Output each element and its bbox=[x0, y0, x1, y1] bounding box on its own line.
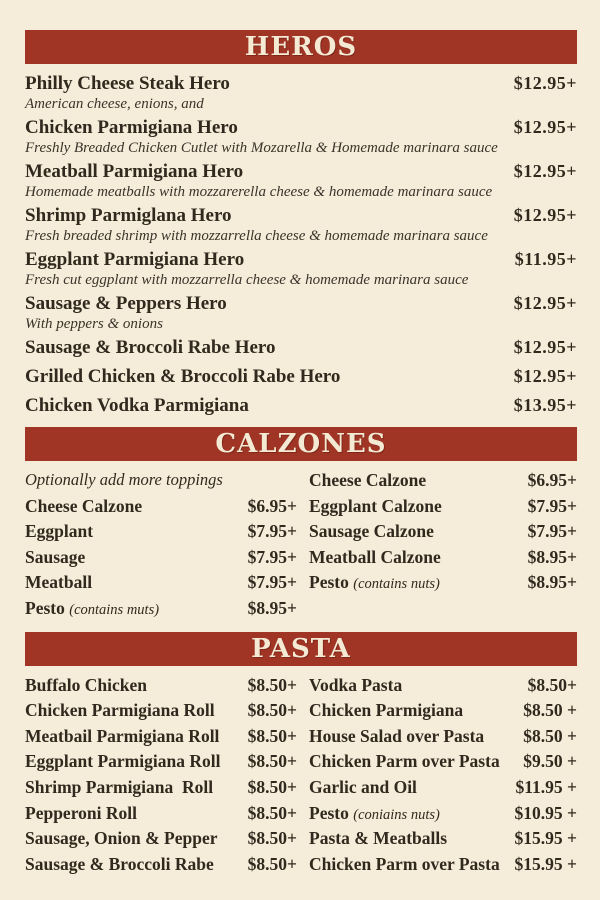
menu-item bbox=[25, 248, 577, 289]
item-name-note: (coniains nuts) bbox=[353, 806, 440, 823]
menu-item bbox=[25, 700, 297, 726]
item-name bbox=[309, 803, 440, 824]
item-name: Cheese Calzone bbox=[25, 495, 143, 516]
item-price: $7.95+ bbox=[247, 546, 297, 567]
item-price: $8.50+ bbox=[247, 776, 297, 797]
item-price: $7.95+ bbox=[247, 572, 297, 593]
menu-item bbox=[25, 394, 577, 417]
menu-item bbox=[25, 572, 297, 598]
menu-item bbox=[25, 496, 297, 522]
menu-note: Optionally add more toppings bbox=[25, 470, 223, 489]
menu-item bbox=[309, 700, 577, 726]
item-price: $6.95+ bbox=[527, 470, 577, 490]
calzones-column-right bbox=[309, 470, 577, 624]
item-price: $7.95+ bbox=[527, 521, 577, 542]
calzones-columns bbox=[25, 461, 577, 624]
item-name: Eggplant Parmigiana Hero bbox=[25, 249, 245, 270]
item-name: Shrimp Parmigiana Roll bbox=[25, 776, 214, 797]
menu-item bbox=[309, 675, 577, 701]
section-header-calzones: CALZONES bbox=[25, 427, 577, 461]
item-name: Sausage & Broccoli Rabe bbox=[25, 853, 214, 874]
item-name: Chicken Parmigiana bbox=[309, 700, 464, 721]
item-name: Sausage & Peppers Hero bbox=[25, 293, 227, 314]
item-price: $8.50 + bbox=[523, 700, 577, 721]
item-price: $6.95+ bbox=[247, 495, 297, 516]
item-name bbox=[25, 598, 159, 619]
menu-item bbox=[309, 803, 577, 829]
item-name: Chicken Parm over Pasta bbox=[309, 853, 500, 874]
item-name-main: Pesto bbox=[25, 597, 65, 618]
item-price: $12.95+ bbox=[513, 366, 577, 386]
item-name: Shrimp Parmiglana Hero bbox=[25, 205, 232, 226]
menu-section-pasta bbox=[25, 632, 577, 880]
menu-item bbox=[309, 828, 577, 854]
menu-section-heros bbox=[25, 30, 577, 417]
menu-item bbox=[25, 72, 577, 113]
item-name: Pepperoni Roll bbox=[25, 802, 137, 823]
item-price: $12.95+ bbox=[513, 205, 577, 225]
pasta-column-right bbox=[309, 675, 577, 880]
item-name: Sausage & Broccoli Rabe Hero bbox=[25, 337, 276, 358]
item-description: American cheese, enions, and bbox=[25, 96, 204, 112]
menu-item bbox=[25, 777, 297, 803]
item-name: Meatball Calzone bbox=[309, 546, 441, 567]
item-name: Pasta & Meatballs bbox=[309, 828, 448, 849]
item-price: $8.50+ bbox=[247, 674, 297, 695]
item-price: $8.50+ bbox=[247, 725, 297, 746]
item-price: $9.50 + bbox=[523, 751, 577, 772]
item-name: Meatball bbox=[25, 572, 93, 593]
item-name: Garlic and Oil bbox=[309, 776, 417, 797]
item-description: Fresh cut eggplant with mozzarrella cheese & homemade marinara sauce bbox=[25, 272, 469, 288]
menu-item bbox=[309, 470, 577, 496]
item-price: $8.50+ bbox=[247, 853, 297, 874]
item-price: $7.95+ bbox=[247, 521, 297, 542]
menu-item bbox=[25, 521, 297, 547]
section-header-heros: HEROS bbox=[25, 30, 577, 64]
item-name: Eggplant bbox=[25, 521, 94, 542]
menu-item bbox=[309, 777, 577, 803]
item-name: House Salad over Pasta bbox=[309, 725, 485, 746]
item-price: $12.95+ bbox=[513, 161, 577, 181]
item-name: Philly Cheese Steak Hero bbox=[25, 73, 230, 94]
item-name: Meatball Parmigiana Hero bbox=[25, 161, 244, 182]
item-name: Cheese Calzone bbox=[309, 470, 427, 490]
item-price: $12.95+ bbox=[513, 293, 577, 313]
menu-item bbox=[25, 204, 577, 245]
item-price: $12.95+ bbox=[513, 117, 577, 137]
menu-item bbox=[309, 726, 577, 752]
menu-item bbox=[309, 521, 577, 547]
pasta-column-left bbox=[25, 675, 297, 880]
item-name: Eggplant Calzone bbox=[309, 495, 442, 516]
menu-item bbox=[309, 854, 577, 880]
menu-item bbox=[309, 547, 577, 573]
item-description: With peppers & onions bbox=[25, 316, 163, 332]
menu-item bbox=[25, 675, 297, 701]
item-name: Vodka Pasta bbox=[309, 674, 403, 695]
menu-item bbox=[25, 116, 577, 157]
item-name-note: (contains nuts) bbox=[353, 576, 440, 593]
menu-item bbox=[25, 751, 297, 777]
menu-item bbox=[25, 803, 297, 829]
item-price: $12.95+ bbox=[513, 73, 577, 93]
item-name-main: Pesto bbox=[309, 572, 349, 593]
menu-item bbox=[309, 572, 577, 598]
item-price: $10.95 + bbox=[514, 802, 577, 823]
menu-item bbox=[25, 365, 577, 388]
item-description: Fresh breaded shrimp with mozzarrella cheese & homemade marinara sauce bbox=[25, 228, 488, 244]
item-price: $8.95+ bbox=[527, 546, 577, 567]
item-description: Freshly Breaded Chicken Cutlet with Mozarella & Homemade marinara sauce bbox=[25, 140, 498, 156]
item-price: $8.50+ bbox=[247, 828, 297, 849]
item-name: Grilled Chicken & Broccoli Rabe Hero bbox=[25, 366, 341, 387]
item-price: $8.95+ bbox=[527, 572, 577, 593]
item-price: $11.95 + bbox=[515, 776, 577, 797]
item-price: $15.95 + bbox=[514, 828, 577, 849]
item-name: Chicken Parm over Pasta bbox=[309, 751, 500, 772]
item-price: $8.50+ bbox=[247, 751, 297, 772]
menu-item bbox=[25, 726, 297, 752]
menu-item bbox=[25, 160, 577, 201]
item-price: $15.95 + bbox=[514, 853, 577, 874]
item-name: Meatbail Parmigiana Roll bbox=[25, 725, 220, 746]
item-name: Eggplant Parmigiana Roll bbox=[25, 751, 221, 772]
item-name: Sausage, Onion & Pepper bbox=[25, 828, 218, 849]
item-price: $12.95+ bbox=[513, 337, 577, 357]
item-name bbox=[309, 572, 440, 593]
pasta-columns bbox=[25, 666, 577, 880]
item-name-main: Pesto bbox=[309, 802, 349, 823]
menu-item bbox=[25, 598, 297, 624]
menu-item bbox=[309, 751, 577, 777]
item-price: $11.95+ bbox=[514, 249, 577, 269]
menu-item bbox=[25, 828, 297, 854]
menu-item bbox=[25, 854, 297, 880]
item-name-note: (contains muts) bbox=[69, 601, 160, 618]
item-price: $13.95+ bbox=[513, 395, 577, 415]
item-price: $8.50 + bbox=[523, 725, 577, 746]
menu-section-calzones bbox=[25, 427, 577, 624]
heros-item-list bbox=[25, 64, 577, 417]
item-price: $8.50+ bbox=[247, 700, 297, 721]
item-name: Sausage Calzone bbox=[309, 521, 434, 542]
item-price: $8.50+ bbox=[527, 674, 577, 695]
menu-item bbox=[25, 547, 297, 573]
item-name: Chicken Parmigiana Hero bbox=[25, 117, 238, 138]
menu-item bbox=[25, 292, 577, 333]
item-name: Chicken Parmigiana Roll bbox=[25, 700, 215, 721]
menu-item bbox=[25, 336, 577, 359]
calzones-column-left bbox=[25, 470, 297, 624]
menu-item bbox=[309, 496, 577, 522]
item-price: $8.50+ bbox=[247, 802, 297, 823]
item-name: Sausage bbox=[25, 546, 86, 567]
item-description: Homemade meatballs with mozzarerella cheese & homemade marinara sauce bbox=[25, 184, 493, 200]
item-price: $8.95+ bbox=[247, 597, 297, 618]
section-header-pasta: PASTA bbox=[25, 632, 577, 666]
item-price: $7.95+ bbox=[527, 495, 577, 516]
item-name: Chicken Vodka Parmigiana bbox=[25, 395, 249, 416]
item-name: Buffalo Chicken bbox=[25, 674, 148, 695]
